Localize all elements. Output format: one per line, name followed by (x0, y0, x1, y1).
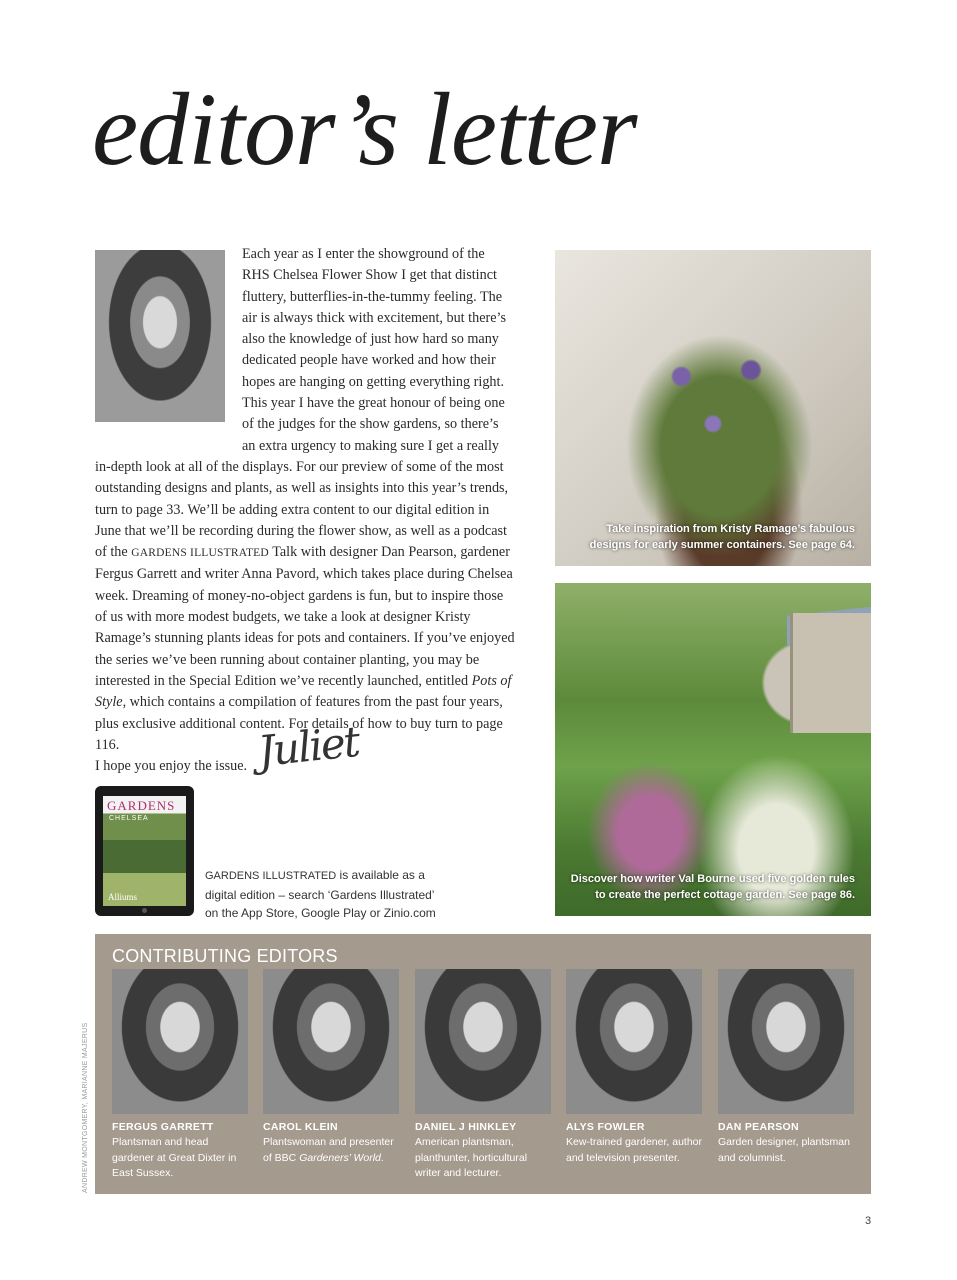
contributor-photo (415, 969, 551, 1114)
tablet-screen (103, 796, 186, 906)
container-planting-photo (555, 250, 871, 566)
digital-line-1: is available as a (336, 868, 425, 882)
digital-edition-note (205, 866, 465, 923)
contributor-card (415, 969, 551, 1182)
contributor-description (263, 1135, 399, 1166)
contributor-photo (718, 969, 854, 1114)
contributor-name: ALYS FOWLER (566, 1121, 645, 1133)
letter-text-1: Each year as I enter the showground of the RHS Chelsea Flower Show I get that distinct fluttery, butterflies-in-the-tummy feeling. The air is always thick with excitement, but there’s also the knowledge of just how hard so many dedicated people have worked and how their hopes are hanging on getting everything right. This year I have the great honour of being one of the judges for the show gardens, so there’s an extra urgency to making sure I get a really in-depth look at all of the displays. For our preview of some of the most outstanding designs and plants, as well as insights into this year’s trends, turn to page 33. We’ll be adding extra content to our digital edition in June that we’ll be recording during the flower show, as well as a podcast of the (95, 246, 509, 561)
contributor-photo (566, 969, 702, 1114)
digital-edition-tablet[interactable] (95, 786, 194, 916)
tablet-magazine-cover-line: CHELSEA (109, 815, 149, 822)
contributor-name: CAROL KLEIN (263, 1121, 338, 1133)
contributor-description: Garden designer, plantsman and columnist. (718, 1136, 850, 1164)
contributor-desc-text: Plantswoman and presenter of BBC (263, 1136, 394, 1164)
tablet-home-button (142, 908, 147, 913)
tv-show-title: Gardeners’ World (299, 1151, 381, 1164)
contributor-photo (263, 969, 399, 1114)
tablet-magazine-feature: Alliums (108, 892, 138, 902)
digital-line-2: digital edition – search ‘Gardens Illustrated’ (205, 887, 435, 902)
digital-brand: GARDENS ILLUSTRATED (205, 870, 337, 882)
contributor-card (263, 969, 399, 1166)
contributor-card (718, 969, 854, 1166)
contributor-desc-end: . (380, 1151, 384, 1164)
page-title: editor’s letter (92, 72, 637, 187)
tablet-magazine-title: GARDENS (107, 798, 176, 813)
contributing-editors-heading: CONTRIBUTING EDITORS (112, 946, 338, 966)
portrait-spacer (95, 244, 242, 436)
editor-letter-body (95, 244, 515, 777)
letter-text-2: Talk with designer Dan Pearson, gardener Fergus Garrett and writer Anna Pavord, which takes place during Chelsea week. Dreaming of money-no-object gardens is fun, but to inspire those of us with more modest budgets, we take a look at designer Kristy Ramage’s stunning plants ideas for pots and containers. If you’ve enjoyed the series we’ve been running about container planting, you may be interested in the Special Edition we’ve recently launched, entitled (95, 544, 515, 689)
contributor-description: Kew-trained gardener, author and television presenter. (566, 1136, 703, 1164)
contributor-card (566, 969, 702, 1166)
cottage-garden-photo (555, 583, 871, 916)
contributor-name: DAN PEARSON (718, 1121, 799, 1133)
magazine-name: GARDENS ILLUSTRATED (131, 547, 269, 560)
photo-caption-containers: Take inspiration from Kristy Ramage’s fabulous designs for early summer containers. See page 64. (589, 523, 855, 551)
contributing-editors-panel (95, 934, 871, 1194)
photo-caption-cottage-garden: Discover how writer Val Bourne used five golden rules to create the perfect cottage garden. See page 86. (570, 873, 855, 901)
special-edition-title: Pots of Style (95, 672, 512, 711)
letter-text-3: , which contains a compilation of features from the past four years, plus exclusive additional content. For details of how to buy turn to page 116. (95, 694, 503, 753)
letter-closing: I hope you enjoy the issue. (95, 758, 248, 775)
contributor-name: DANIEL J HINKLEY (415, 1121, 517, 1133)
page-number: 3 (865, 1215, 872, 1227)
editor-signature: Juliet (255, 716, 361, 777)
garden-shed (790, 613, 871, 733)
contributor-photo (112, 969, 248, 1114)
contributor-description: American plantsman, planthunter, horticultural writer and lecturer. (415, 1136, 528, 1179)
contributor-name: FERGUS GARRETT (112, 1121, 214, 1133)
contributor-description: Plantsman and head gardener at Great Dixter in East Sussex. (112, 1136, 237, 1179)
photo-credit: ANDREW MONTGOMERY, MARIANNE MAJERUS (82, 1022, 89, 1193)
digital-line-3: on the App Store, Google Play or Zinio.com (205, 906, 436, 920)
contributor-card (112, 969, 248, 1182)
